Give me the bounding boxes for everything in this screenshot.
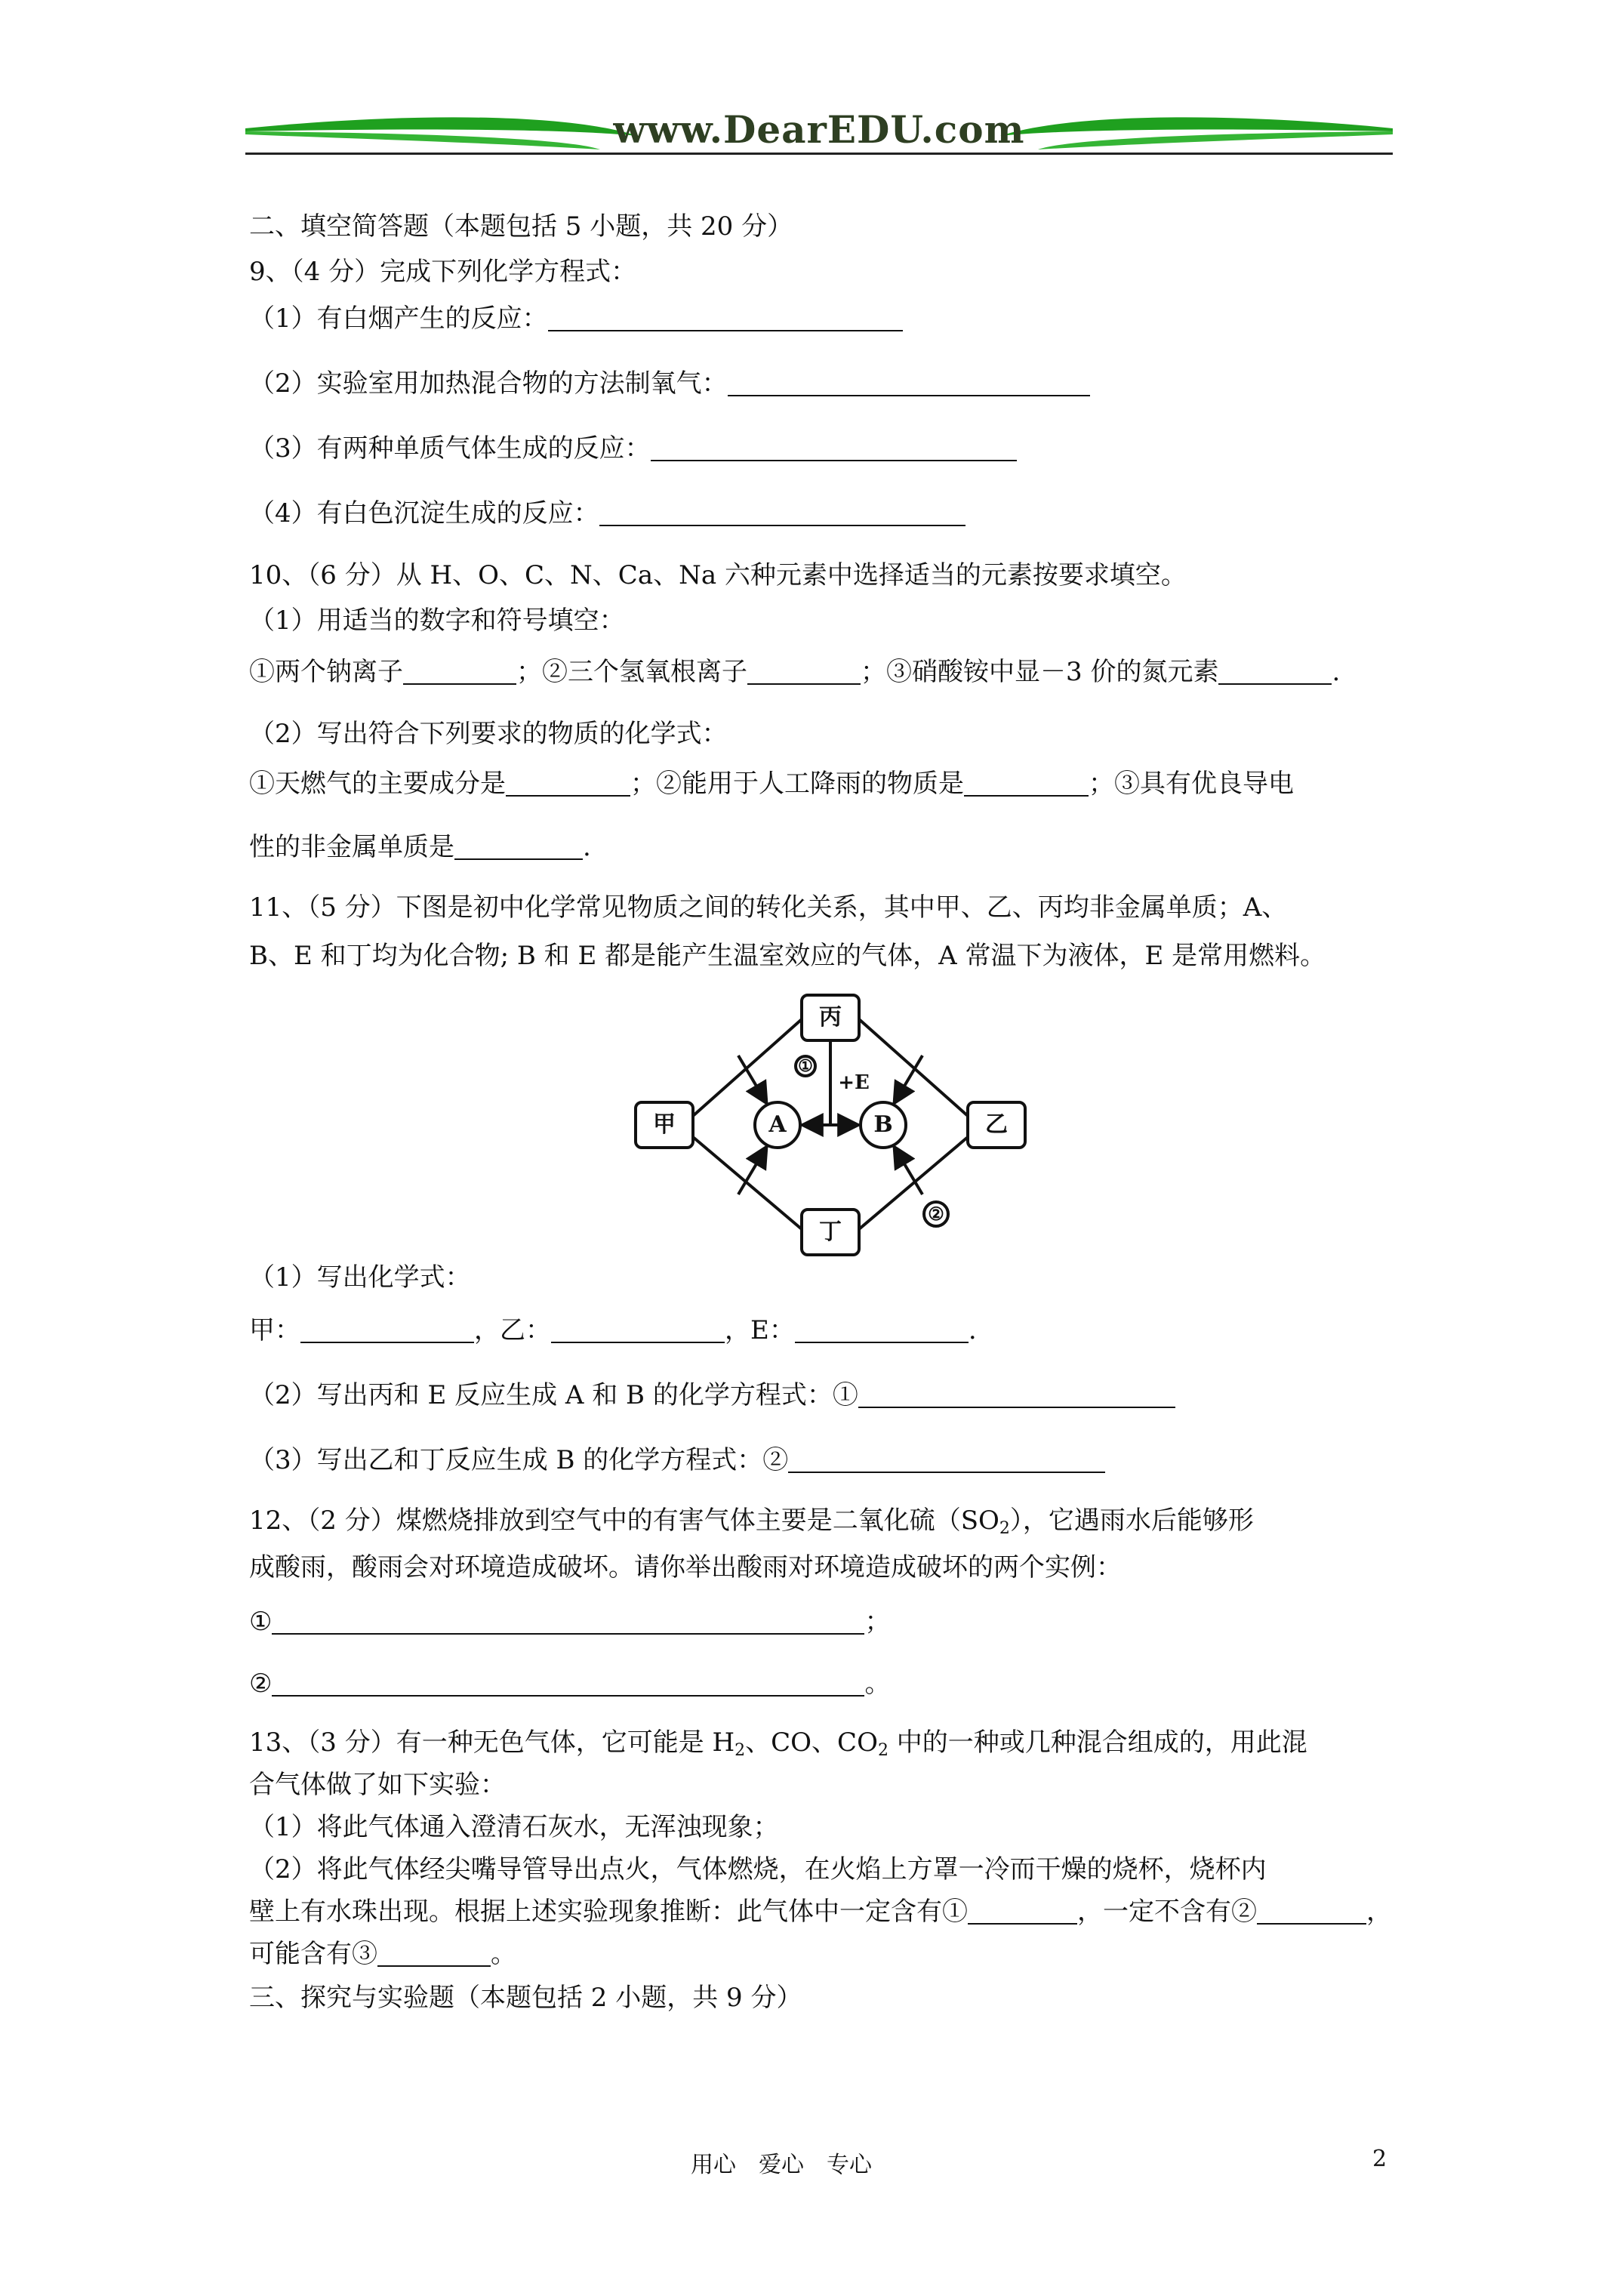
q11-formula-line: 甲： ，乙： ，E： . [249,1315,977,1345]
q10-sub1: （1）用适当的数字和符号填空： [249,606,625,636]
answer-blank[interactable] [788,1446,1105,1473]
section2-title: 二、填空简答题（本题包括 5 小题，共 20 分） [249,211,793,242]
page-number: 2 [1372,2146,1387,2172]
answer-blank[interactable] [964,769,1089,797]
answer-blank[interactable] [506,769,630,797]
answer-blank[interactable] [300,1316,474,1343]
q11-title-2: B、E 和丁均为化合物; B 和 E 都是能产生温室效应的气体，A 常温下为液体，E 是常用燃料。 [249,941,1326,971]
section3-title: 三、探究与实验题（本题包括 2 小题，共 9 分） [249,1983,802,2013]
answer-blank[interactable] [272,1607,864,1635]
q13-line-4: （2）将此气体经尖嘴导管导出点火，气体燃烧，在火焰上方罩一冷而干燥的烧杯，烧杯内 [249,1854,1267,1885]
header-banner [245,106,1393,166]
q11-title-1: 11、（5 分）下图是初中化学常见物质之间的转化关系，其中甲、乙、丙均非金属单质；A、 [249,892,1288,923]
q12-answer-1: ① ； [249,1607,891,1637]
answer-blank[interactable] [795,1316,969,1343]
answer-blank[interactable] [858,1381,1175,1408]
q13-line-6: 可能含有③ 。 [249,1939,516,1969]
answer-blank[interactable] [1218,658,1332,685]
q11-sub1: （1）写出化学式： [249,1262,471,1293]
label-mark-1: ① [798,1056,813,1076]
q9-title: 9、（4 分）完成下列化学方程式： [249,257,637,287]
q9-item-2: （2）实验室用加热混合物的方法制氧气： [249,367,1090,400]
q13-line-5: 壁上有水珠出现。根据上述实验现象推断：此气体中一定含有① ，一定不含有② ， [249,1897,1392,1927]
conversion-diagram [627,989,1049,1272]
q13-line-3: （1）将此气体通入澄清石灰水，无浑浊现象； [249,1812,779,1842]
label-right: 乙 [985,1111,1008,1138]
answer-blank[interactable] [651,434,1017,461]
label-b: B [873,1111,893,1138]
answer-blank[interactable] [272,1669,864,1697]
q10-sub2-line-2: 性的非金属单质是 . [249,832,591,862]
header-url: www.DearEDU.com [613,107,1025,152]
q9-item-3: （3）有两种单质气体生成的反应： [249,432,1017,465]
answer-blank[interactable] [454,833,583,860]
label-bottom: 丁 [819,1219,842,1245]
answer-blank[interactable] [747,658,861,685]
answer-blank[interactable] [728,369,1090,396]
answer-blank[interactable] [551,1316,725,1343]
q10-title: 10、（6 分）从 H、O、C、N、Ca、Na 六种元素中选择适当的元素按要求填空。 [249,560,1187,590]
q10-sub1-line: ①两个钠离子 ；②三个氢氧根离子 ；③硝酸铵中显－3 价的氮元素 . [249,657,1341,687]
q13-line-2: 合气体做了如下实验： [249,1770,506,1800]
header-rule [245,153,1393,155]
q13-line-1: 13、（3 分）有一种无色气体，它可能是 $H_2$、CO、$CO_2$ 中的一种或几种混合组成的，用此混 [249,1727,1307,1760]
q11-sub2: （2）写出丙和 E 反应生成 A 和 B 的化学方程式：① [249,1379,1175,1412]
answer-blank[interactable] [968,1897,1077,1925]
label-plus-e: +E [838,1071,870,1094]
label-a: A [768,1111,787,1138]
answer-blank[interactable] [548,304,903,331]
q10-sub2-line: ①天燃气的主要成分是 ；②能用于人工降雨的物质是 ；③具有优良导电 [249,769,1294,799]
footer-motto: 用心 爱心 专心 [691,2152,872,2178]
q12-answer-2: ② 。 [249,1669,891,1699]
q9-item-1: （1）有白烟产生的反应： [249,302,903,335]
q11-sub3: （3）写出乙和丁反应生成 B 的化学方程式：② [249,1444,1105,1477]
label-top: 丙 [819,1004,842,1031]
answer-blank[interactable] [599,499,965,526]
q9-item-4: （4）有白色沉淀生成的反应： [249,497,965,530]
label-left: 甲 [653,1111,676,1138]
q12-line-1: 12、（2 分）煤燃烧排放到空气中的有害气体主要是二氧化硫$(SO_2)$，它遇雨水后能够形 [249,1505,1254,1538]
answer-blank[interactable] [403,658,516,685]
answer-blank[interactable] [377,1940,491,1967]
answer-blank[interactable] [1257,1897,1366,1925]
label-mark-2: ② [928,1203,944,1225]
q10-sub2: （2）写出符合下列要求的物质的化学式： [249,719,728,749]
q12-line-2: 成酸雨，酸雨会对环境造成破坏。请你举出酸雨对环境造成破坏的两个实例： [249,1552,1122,1583]
